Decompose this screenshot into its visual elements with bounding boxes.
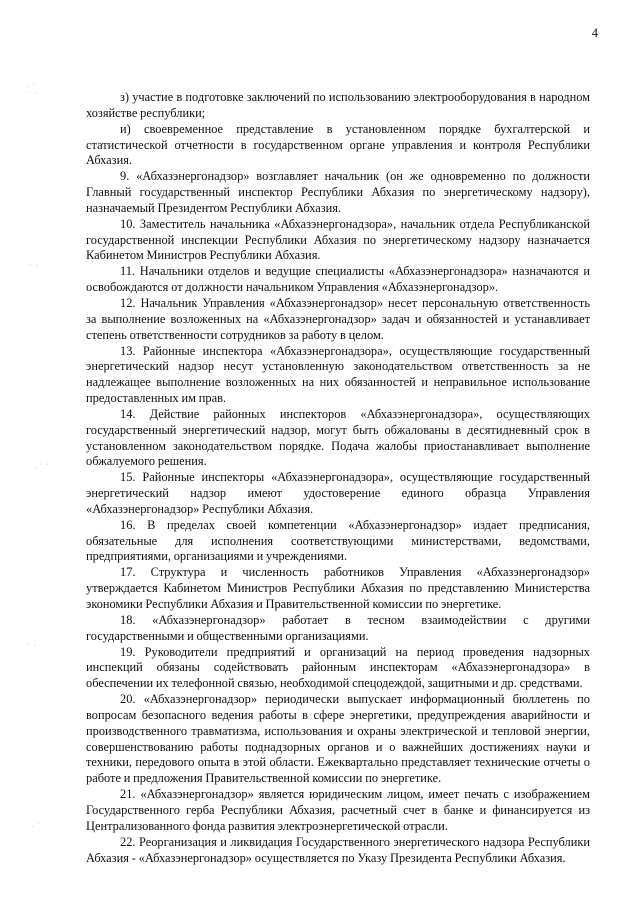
scan-artifact: · ˙ [31,820,43,832]
scan-artifact: · ˙ · [33,460,51,472]
clause-17: 17. Структура и численность работников Управления «Абхазэнергонадзор» утверждается Кабинетом Министров Республики Абхазия по представлению Министерства экономики Республики Абхазия и Правительственной комиссии по энергетике. [86,565,590,611]
clause-z: з) участие в подготовке заключений по использованию электрооборудования в народном хозяйстве республики; [86,90,590,120]
clause-15: 15. Районные инспекторы «Абхазэнергонадзора», осуществляющие государственный энергетический надзор имеют удостоверение единого образца Управления «Абхазэнергонадзор» Республики Абхазия. [86,470,590,516]
scan-artifact: ˙ · [27,640,39,652]
clause-13: 13. Районные инспектора «Абхазэнергонадзора», осуществляющие государственный энергетический надзор несут установленную законодательством ответственность за не надлежащее выполнение возложенных на них обязанностей и неправильное использование предоставленных им прав. [86,343,590,406]
scan-artifact: ˙ · [29,260,41,272]
clause-20: 20. «Абхазэнергонадзор» периодически выпускает информационный бюллетень по вопросам безопасного ведения работы в сфере энергетики, предупреждения аварийности и производственного травматизма, использования и охраны электрической и тепловой энергии, совершенствованию работы поднадзорных органов и о важнейших достижениях науки и техники, передового опыта в этой области. Ежеквартально представляет технические отчеты о работе и предложения Правительственной комиссии по энергетике. [86,692,590,786]
clause-14: 14. Действие районных инспекторов «Абхазэнергонадзора», осуществляющих государственный энергетический надзор, могут быть обжалованы в десятидневный срок в установленном законодательством порядке. Подача жалобы приостанавливает выполнение обжалуемого решения. [86,406,590,469]
scan-artifact: · ˙ ˙ · [26,81,40,99]
clause-19: 19. Руководители предприятий и организаций на период проведения надзорных инспекций обязаны содействовать районным инспекторам «Абхазэнергонадзора» в обеспечении их телефонной связью, необходимой спецодеждой, защитными и др. средствами. [86,644,590,691]
clause-10: 10. Заместитель начальника «Абхазэнергонадзора», начальник отдела Республиканской государственной инспекции Республики Абхазия по энергетическому надзору назначается Кабинетом Министров Республики Абхазия. [86,216,590,263]
clause-i: и) своевременное представление в установленном порядке бухгалтерской и статистической отчетности в государственном органе управления и контроля Республики Абхазия. [86,121,590,168]
clause-12: 12. Начальник Управления «Абхазэнергонадзор» несет персональную ответственность за выполнение возложенных на «Абхазэнергонадзор» задач и обязанностей и устанавливает степень ответственности сотрудников за работу в целом. [86,295,590,342]
clause-21: 21. «Абхазэнергонадзор» является юридическим лицом, имеет печать с изображением Государственного герба Республики Абхазия, расчетный счет в банке и финансируется из Централизованного фонда развития электроэнергетической отрасли. [86,787,590,833]
clause-22: 22. Реорганизация и ликвидация Государственного энергетического надзора Республики Абхазия - «Абхазэнергонадзор» осуществляется по Указу Президента Республики Абхазия. [86,834,590,865]
clause-16: 16. В пределах своей компетенции «Абхазэнергонадзор» издает предписания, обязательные для исполнения соответствующими министерствами, ведомствами, предприятиями, организациями и учреждениями. [86,517,590,564]
clause-9: 9. «Абхазэнергонадзор» возглавляет начальник (он же одновременно по должности Главный государственный инспектор Республики Абхазия по энергетическому надзору), назначаемый Президентом Республики Абхазия. [86,169,590,215]
clause-11: 11. Начальники отделов и ведущие специалисты «Абхазэнергонадзора» назначаются и освобождаются от должности начальником Управления «Абхазэнергонадзор». [86,264,590,295]
document-body [86,90,590,866]
clause-18: 18. «Абхазэнергонадзор» работает в тесном взаимодействии с другими государственными и общественными организациями. [86,612,590,643]
page-number: 4 [591,26,598,40]
